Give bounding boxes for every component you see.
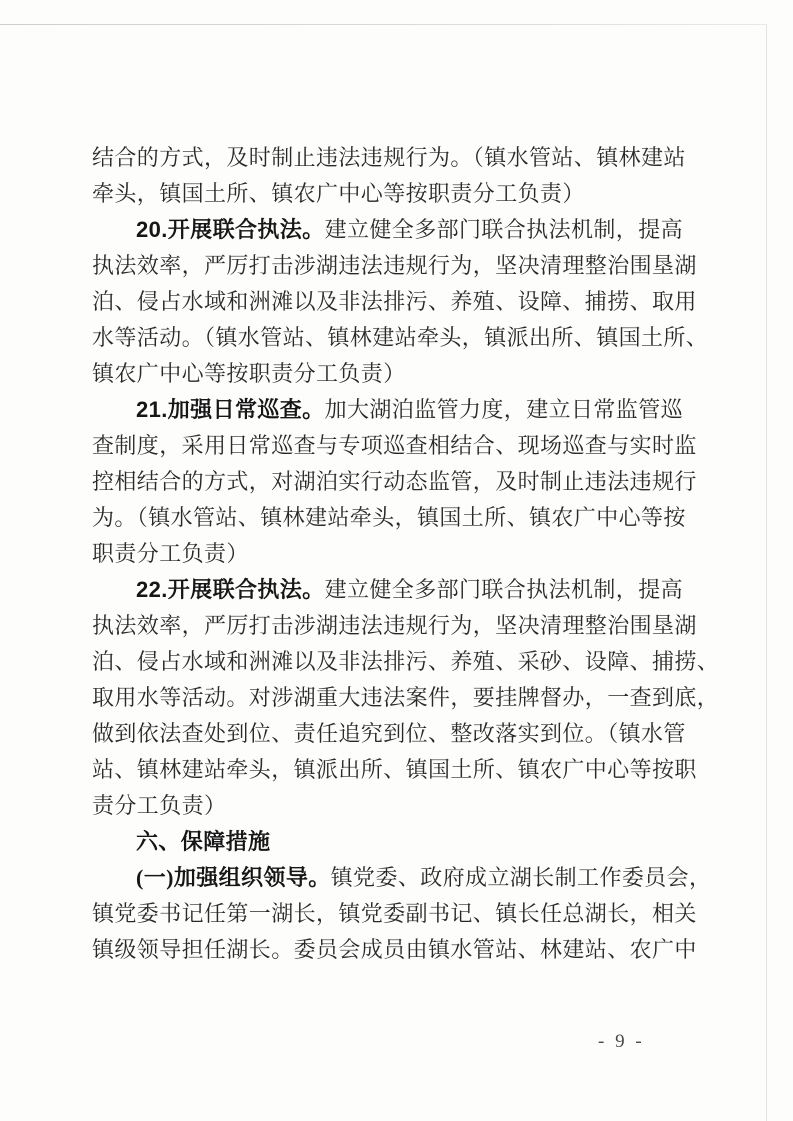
text-line: 执法效率，严厉打击涉湖违法违规行为，坚决清理整治围垦湖 [92,253,697,278]
paragraph-lead: 21.加强日常巡查。 [136,397,325,422]
text-line: 牵头，镇国土所、镇农广中心等按职责分工负责） [92,181,585,206]
text-line: 镇党委书记任第一湖长，镇党委副书记、镇长任总湖长，相关 [92,901,697,926]
scan-edge-top-line [0,24,767,25]
text-line: 21.加强日常巡查。加大湖泊监管力度，建立日常监管巡 [136,397,683,422]
text-line: 查制度，采用日常巡查与专项巡查相结合、现场巡查与实时监 [92,433,697,458]
text-line: 22.开展联合执法。建立健全多部门联合执法机制，提高 [136,577,683,602]
text-line: 镇级领导担任湖长。委员会成员由镇水管站、林建站、农广中 [92,937,697,962]
page-number: - 9 - [598,1031,645,1052]
paragraph-lead: 六、保障措施 [136,829,271,854]
paragraph-lead: 20.开展联合执法。 [136,217,325,242]
scan-edge-right-line [766,24,767,1121]
text-line: 做到依法查处到位、责任追究到位、整改落实到位。（镇水管 [92,721,686,746]
paragraph-lead: 22.开展联合执法。 [136,577,325,602]
text-line: 泊、侵占水域和洲滩以及非法排污、养殖、设障、捕捞、取用 [92,289,697,314]
text-line: 取用水等活动。对涉湖重大违法案件，要挂牌督办，一查到底， [92,685,720,710]
text-line [92,824,732,860]
text-line: 为。（镇水管站、镇林建站牵头，镇国土所、镇农广中心等按 [92,505,686,530]
text-line: 20.开展联合执法。建立健全多部门联合执法机制，提高 [136,217,683,242]
text-line: 水等活动。（镇水管站、镇林建站牵头，镇派出所、镇国土所、 [92,325,709,350]
text-line: 责分工负责） [92,793,227,818]
text-line: 站、镇林建站牵头，镇派出所、镇国土所、镇农广中心等按职 [92,757,697,782]
text-line: 泊、侵占水域和洲滩以及非法排污、养殖、采砂、设障、捕捞、 [92,649,720,674]
document-body [92,140,732,968]
text-line: 控相结合的方式，对湖泊实行动态监管，及时制止违法违规行 [92,469,697,494]
text-line: 职责分工负责） [92,541,249,566]
text-line: 镇农广中心等按职责分工负责） [92,361,406,386]
text-line: 结合的方式，及时制止违法违规行为。（镇水管站、镇林建站 [92,145,686,170]
text-line: 执法效率，严厉打击涉湖违法违规行为，坚决清理整治围垦湖 [92,613,697,638]
paragraph-lead: (一)加强组织领导。 [136,865,331,890]
text-line: (一)加强组织领导。镇党委、政府成立湖长制工作委员会， [136,865,712,890]
